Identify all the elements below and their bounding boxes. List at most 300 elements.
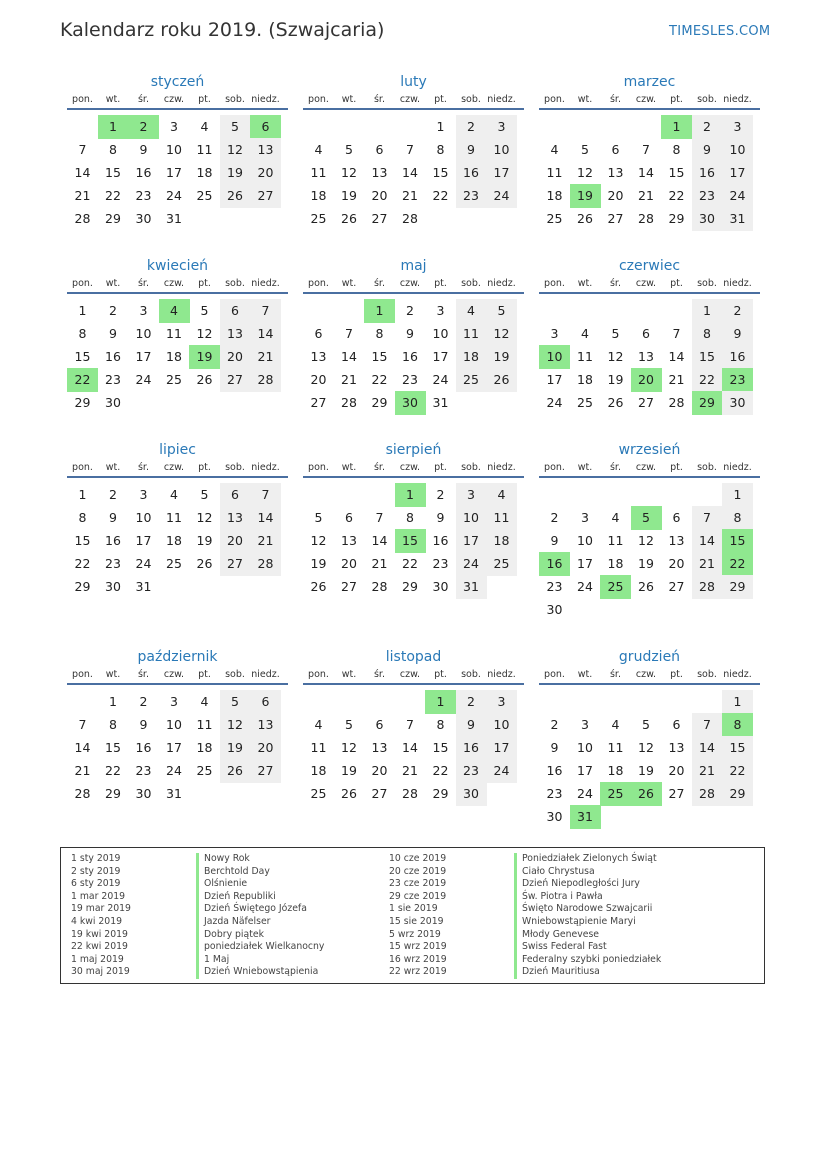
weekday-label: niedz. — [487, 462, 516, 473]
day-cell: 20 — [371, 763, 388, 778]
day-cell: 5 — [220, 690, 251, 714]
day-cell: 18 — [577, 372, 593, 387]
holiday-name: Nowy Rok — [196, 853, 250, 866]
holiday-day-cell: 19 — [570, 184, 601, 208]
legend-row — [71, 916, 324, 929]
day-cell: 10 — [486, 713, 517, 737]
day-cell: 20 — [371, 188, 388, 203]
day-cell: 29 — [74, 395, 91, 410]
day-cell: 12 — [220, 713, 251, 737]
day-cell: 6 — [672, 717, 681, 732]
day-cell: 27 — [250, 759, 281, 783]
weekday-label: pon. — [544, 94, 565, 105]
day-cell: 8 — [436, 142, 445, 157]
day-cell: 9 — [722, 322, 753, 346]
day-cell: 11 — [196, 717, 213, 732]
day-cell: 3 — [722, 115, 753, 139]
day-cell: 21 — [402, 763, 418, 778]
day-cell: 17 — [135, 349, 152, 364]
day-cell: 9 — [139, 717, 148, 732]
weekday-label: sob. — [461, 462, 481, 473]
day-cell: 4 — [200, 694, 209, 709]
weekday-label: czw. — [163, 94, 185, 105]
day-cell: 1 — [692, 299, 723, 323]
day-cell: 25 — [486, 552, 517, 576]
day-cell: 7 — [375, 510, 384, 525]
holiday-name: Berchtold Day — [196, 866, 270, 879]
weekday-label: pon. — [308, 94, 329, 105]
holiday-name: Federalny szybki poniedziałek — [514, 954, 661, 967]
day-cell: 2 — [406, 303, 414, 318]
holiday-date: 1 sty 2019 — [71, 853, 121, 864]
weekday-label: sob. — [225, 278, 245, 289]
weekday-label: śr. — [137, 278, 149, 289]
day-cell: 13 — [220, 322, 251, 346]
day-cell: 7 — [692, 713, 723, 737]
day-cell: 16 — [456, 736, 487, 760]
day-cell: 5 — [200, 487, 209, 502]
holiday-day-cell: 2 — [128, 115, 159, 139]
header-divider — [303, 476, 524, 478]
day-cell: 15 — [74, 349, 91, 364]
day-cell: 14 — [638, 165, 654, 180]
weekday-label: wt. — [577, 669, 593, 680]
holiday-day-cell: 19 — [189, 345, 220, 369]
day-cell: 23 — [432, 556, 449, 571]
day-cell: 6 — [672, 510, 681, 525]
day-cell: 27 — [668, 786, 685, 801]
day-cell: 19 — [638, 556, 654, 571]
weekday-label: pt. — [198, 94, 211, 105]
day-cell: 24 — [166, 763, 182, 778]
weekday-header — [303, 93, 524, 107]
day-cell: 17 — [577, 763, 593, 778]
holiday-date: 19 kwi 2019 — [71, 928, 128, 940]
day-cell: 30 — [456, 782, 487, 806]
holiday-name: Wniebowstąpienie Maryi — [514, 916, 636, 929]
legend-row — [71, 941, 324, 954]
day-cell: 19 — [486, 345, 517, 369]
weekday-label: czw. — [635, 669, 657, 680]
day-cell: 28 — [74, 786, 91, 801]
day-cell: 30 — [432, 579, 449, 594]
day-cell: 26 — [341, 211, 357, 226]
weekday-label: czw. — [399, 278, 421, 289]
holiday-date: 20 cze 2019 — [389, 865, 447, 877]
header-divider — [67, 108, 288, 110]
day-cell: 20 — [250, 161, 281, 185]
day-cell: 27 — [371, 211, 388, 226]
weekday-label: pt. — [670, 669, 683, 680]
weekday-label: sob. — [461, 278, 481, 289]
day-cell: 18 — [166, 349, 182, 364]
day-cell: 17 — [166, 165, 182, 180]
day-cell: 29 — [402, 579, 418, 594]
day-cell: 12 — [577, 165, 593, 180]
day-cell: 6 — [375, 717, 384, 732]
day-cell: 13 — [607, 165, 624, 180]
day-cell: 30 — [722, 391, 753, 415]
day-cell: 12 — [341, 740, 357, 755]
weekday-label: czw. — [399, 462, 421, 473]
day-cell: 5 — [345, 142, 353, 157]
legend-row — [71, 853, 324, 866]
day-cell: 7 — [406, 142, 414, 157]
holiday-day-cell: 29 — [692, 391, 723, 415]
day-cell: 19 — [607, 372, 624, 387]
weekday-label: pon. — [544, 462, 565, 473]
day-cell: 15 — [371, 349, 388, 364]
day-cell: 8 — [78, 510, 87, 525]
holiday-date: 1 mar 2019 — [71, 890, 126, 902]
holiday-day-cell: 1 — [661, 115, 692, 139]
day-cell: 28 — [668, 395, 685, 410]
day-cell: 30 — [546, 602, 563, 617]
day-cell: 13 — [250, 713, 281, 737]
day-cell: 15 — [105, 740, 121, 755]
day-cell: 20 — [250, 736, 281, 760]
holiday-day-cell: 6 — [250, 115, 281, 139]
day-cell: 27 — [668, 579, 685, 594]
holiday-day-cell: 26 — [631, 782, 662, 806]
weekday-label: pon. — [308, 462, 329, 473]
day-cell: 14 — [668, 349, 685, 364]
day-cell: 16 — [692, 161, 723, 185]
day-cell: 30 — [692, 207, 723, 231]
day-cell: 6 — [220, 299, 251, 323]
day-cell: 8 — [109, 717, 117, 732]
day-cell: 4 — [314, 717, 323, 732]
day-cell: 28 — [371, 579, 388, 594]
day-cell: 18 — [456, 345, 487, 369]
holiday-date: 23 cze 2019 — [389, 878, 447, 890]
holiday-name: Jazda Näfelser — [196, 916, 271, 929]
day-cell: 22 — [371, 372, 388, 387]
day-cell: 29 — [74, 579, 91, 594]
day-cell: 27 — [250, 184, 281, 208]
day-cell: 24 — [135, 372, 152, 387]
day-cell: 12 — [638, 533, 654, 548]
day-cell: 8 — [375, 326, 384, 341]
weekday-label: pt. — [434, 94, 447, 105]
weekday-label: niedz. — [487, 94, 516, 105]
day-cell: 24 — [546, 395, 563, 410]
day-cell: 16 — [456, 161, 487, 185]
day-cell: 18 — [310, 763, 327, 778]
holiday-day-cell: 31 — [570, 805, 601, 829]
month-name: luty — [400, 74, 427, 90]
day-cell: 21 — [250, 345, 281, 369]
weekday-label: pon. — [72, 94, 93, 105]
holiday-legend — [60, 847, 765, 984]
day-cell: 23 — [546, 579, 563, 594]
legend-row — [389, 966, 661, 979]
holiday-day-cell: 4 — [159, 299, 190, 323]
day-cell: 25 — [196, 188, 213, 203]
day-cell: 13 — [371, 740, 388, 755]
weekday-label: pt. — [670, 462, 683, 473]
weekday-label: niedz. — [487, 278, 516, 289]
day-cell: 23 — [456, 759, 487, 783]
site-link[interactable]: TIMESLES.COM — [669, 24, 771, 39]
day-cell: 28 — [341, 395, 357, 410]
weekday-label: sob. — [225, 94, 245, 105]
day-cell: 3 — [581, 510, 589, 525]
day-cell: 11 — [607, 740, 624, 755]
weekday-label: czw. — [163, 278, 185, 289]
day-cell: 10 — [135, 510, 152, 525]
day-cell: 25 — [577, 395, 593, 410]
day-cell: 19 — [341, 763, 357, 778]
day-cell: 30 — [105, 579, 121, 594]
day-cell: 6 — [611, 142, 620, 157]
header-divider — [539, 476, 760, 478]
holiday-day-cell: 22 — [722, 552, 753, 576]
weekday-label: niedz. — [723, 278, 752, 289]
day-cell: 31 — [722, 207, 753, 231]
day-cell: 15 — [668, 165, 685, 180]
day-cell: 20 — [310, 372, 327, 387]
weekday-header — [539, 461, 760, 475]
day-cell: 17 — [135, 533, 152, 548]
day-cell: 11 — [310, 165, 327, 180]
holiday-day-cell: 8 — [722, 713, 753, 737]
legend-row — [389, 954, 661, 967]
day-cell: 28 — [402, 786, 418, 801]
day-cell: 23 — [456, 184, 487, 208]
day-cell: 9 — [692, 138, 723, 162]
holiday-day-cell: 1 — [395, 483, 426, 507]
day-cell: 24 — [577, 786, 593, 801]
day-cell: 12 — [486, 322, 517, 346]
day-cell: 8 — [722, 506, 753, 530]
weekday-label: niedz. — [251, 669, 280, 680]
day-cell: 14 — [74, 165, 91, 180]
day-cell: 26 — [341, 786, 357, 801]
weekday-label: śr. — [609, 94, 621, 105]
holiday-name: Olśnienie — [196, 878, 247, 891]
holiday-date: 29 cze 2019 — [389, 890, 447, 902]
day-cell: 22 — [105, 763, 121, 778]
month-name: maj — [400, 258, 427, 274]
day-cell: 3 — [170, 694, 178, 709]
holiday-name: Św. Piotra i Pawła — [514, 891, 603, 904]
day-cell: 11 — [456, 322, 487, 346]
day-cell: 16 — [546, 763, 563, 778]
day-cell: 9 — [550, 533, 559, 548]
weekday-label: niedz. — [723, 462, 752, 473]
day-cell: 19 — [220, 736, 251, 760]
weekday-header — [539, 668, 760, 682]
day-cell: 21 — [692, 759, 723, 783]
day-cell: 26 — [607, 395, 624, 410]
header-divider — [67, 292, 288, 294]
day-cell: 21 — [250, 529, 281, 553]
day-cell: 18 — [196, 740, 213, 755]
day-cell: 13 — [668, 740, 685, 755]
day-cell: 14 — [692, 736, 723, 760]
day-cell: 21 — [638, 188, 654, 203]
holiday-name: 1 Maj — [196, 954, 229, 967]
day-cell: 15 — [74, 533, 91, 548]
day-cell: 3 — [436, 303, 445, 318]
day-cell: 21 — [402, 188, 418, 203]
day-cell: 6 — [220, 483, 251, 507]
day-cell: 2 — [456, 115, 487, 139]
day-cell: 1 — [722, 483, 753, 507]
holiday-date: 4 kwi 2019 — [71, 915, 123, 927]
day-cell: 15 — [722, 736, 753, 760]
weekday-label: śr. — [373, 278, 385, 289]
day-cell: 20 — [341, 556, 357, 571]
day-cell: 7 — [672, 326, 681, 341]
day-cell: 7 — [642, 142, 650, 157]
day-cell: 5 — [220, 115, 251, 139]
month-name: czerwiec — [618, 258, 681, 274]
legend-row — [389, 941, 661, 954]
day-cell: 13 — [341, 533, 357, 548]
day-cell: 26 — [220, 759, 251, 783]
day-cell: 7 — [250, 483, 281, 507]
day-cell: 2 — [550, 510, 559, 525]
legend-row — [389, 916, 661, 929]
weekday-label: wt. — [341, 462, 357, 473]
day-cell: 29 — [722, 782, 753, 806]
day-cell: 2 — [550, 717, 559, 732]
weekday-label: śr. — [609, 669, 621, 680]
day-cell: 16 — [105, 533, 121, 548]
day-cell: 12 — [607, 349, 624, 364]
day-cell: 14 — [250, 506, 281, 530]
day-cell: 29 — [105, 211, 121, 226]
day-cell: 5 — [581, 142, 589, 157]
day-cell: 8 — [692, 322, 723, 346]
day-cell: 27 — [220, 552, 251, 576]
day-cell: 28 — [692, 782, 723, 806]
day-cell: 20 — [220, 529, 251, 553]
day-cell: 27 — [607, 211, 624, 226]
day-cell: 24 — [135, 556, 152, 571]
day-cell: 1 — [78, 303, 87, 318]
day-cell: 10 — [166, 142, 182, 157]
weekday-header — [67, 277, 288, 291]
weekday-label: pon. — [544, 278, 565, 289]
weekday-header — [303, 277, 524, 291]
weekday-label: śr. — [609, 278, 621, 289]
day-cell: 5 — [642, 717, 650, 732]
day-cell: 26 — [577, 211, 593, 226]
day-cell: 17 — [432, 349, 449, 364]
day-cell: 9 — [139, 142, 148, 157]
day-cell: 23 — [402, 372, 418, 387]
holiday-date: 15 sie 2019 — [389, 915, 444, 927]
day-cell: 10 — [486, 138, 517, 162]
day-cell: 23 — [105, 556, 121, 571]
legend-row — [71, 929, 324, 942]
weekday-label: wt. — [341, 94, 357, 105]
day-cell: 2 — [436, 487, 445, 502]
day-cell: 18 — [486, 529, 517, 553]
day-cell: 11 — [486, 506, 517, 530]
day-cell: 2 — [456, 690, 487, 714]
weekday-label: czw. — [399, 669, 421, 680]
weekday-label: sob. — [225, 669, 245, 680]
day-cell: 27 — [220, 368, 251, 392]
day-cell: 31 — [432, 395, 449, 410]
day-cell: 8 — [436, 717, 445, 732]
weekday-label: śr. — [373, 462, 385, 473]
day-cell: 14 — [402, 740, 418, 755]
day-cell: 9 — [406, 326, 414, 341]
holiday-day-cell: 5 — [631, 506, 662, 530]
day-cell: 17 — [546, 372, 563, 387]
day-cell: 18 — [607, 556, 624, 571]
weekday-label: pt. — [198, 278, 211, 289]
day-cell: 14 — [341, 349, 357, 364]
day-cell: 9 — [436, 510, 445, 525]
holiday-day-cell: 23 — [722, 368, 753, 392]
header-divider — [67, 683, 288, 685]
day-cell: 5 — [200, 303, 209, 318]
day-cell: 25 — [546, 211, 563, 226]
legend-row — [389, 929, 661, 942]
day-cell: 8 — [78, 326, 87, 341]
day-cell: 26 — [486, 368, 517, 392]
day-cell: 3 — [456, 483, 487, 507]
holiday-day-cell: 15 — [722, 529, 753, 553]
day-cell: 20 — [607, 188, 624, 203]
weekday-label: czw. — [163, 669, 185, 680]
day-cell: 20 — [668, 556, 685, 571]
day-cell: 10 — [456, 506, 487, 530]
weekday-label: wt. — [577, 94, 593, 105]
legend-row — [389, 853, 661, 866]
day-cell: 4 — [200, 119, 209, 134]
day-cell: 10 — [432, 326, 449, 341]
day-cell: 12 — [196, 510, 213, 525]
holiday-day-cell: 25 — [600, 575, 631, 599]
weekday-label: sob. — [461, 669, 481, 680]
legend-row — [389, 866, 661, 879]
day-cell: 27 — [310, 395, 327, 410]
day-cell: 19 — [220, 161, 251, 185]
holiday-name: Święto Narodowe Szwajcarii — [514, 903, 652, 916]
day-cell: 14 — [402, 165, 418, 180]
day-cell: 25 — [196, 763, 213, 778]
day-cell: 10 — [577, 740, 593, 755]
day-cell: 7 — [78, 717, 87, 732]
weekday-label: pt. — [198, 669, 211, 680]
holiday-name: Dobry piątek — [196, 929, 264, 942]
day-cell: 26 — [310, 579, 327, 594]
holiday-day-cell: 1 — [364, 299, 395, 323]
day-cell: 28 — [638, 211, 654, 226]
day-cell: 12 — [220, 138, 251, 162]
day-cell: 25 — [166, 556, 182, 571]
day-cell: 18 — [546, 188, 563, 203]
day-cell: 28 — [692, 575, 723, 599]
day-cell: 26 — [220, 184, 251, 208]
day-cell: 2 — [109, 487, 117, 502]
day-cell: 15 — [105, 165, 121, 180]
weekday-label: niedz. — [487, 669, 516, 680]
day-cell: 24 — [486, 184, 517, 208]
weekday-label: pt. — [434, 462, 447, 473]
weekday-header — [67, 668, 288, 682]
day-cell: 31 — [166, 786, 182, 801]
day-cell: 11 — [196, 142, 213, 157]
day-cell: 17 — [166, 740, 182, 755]
